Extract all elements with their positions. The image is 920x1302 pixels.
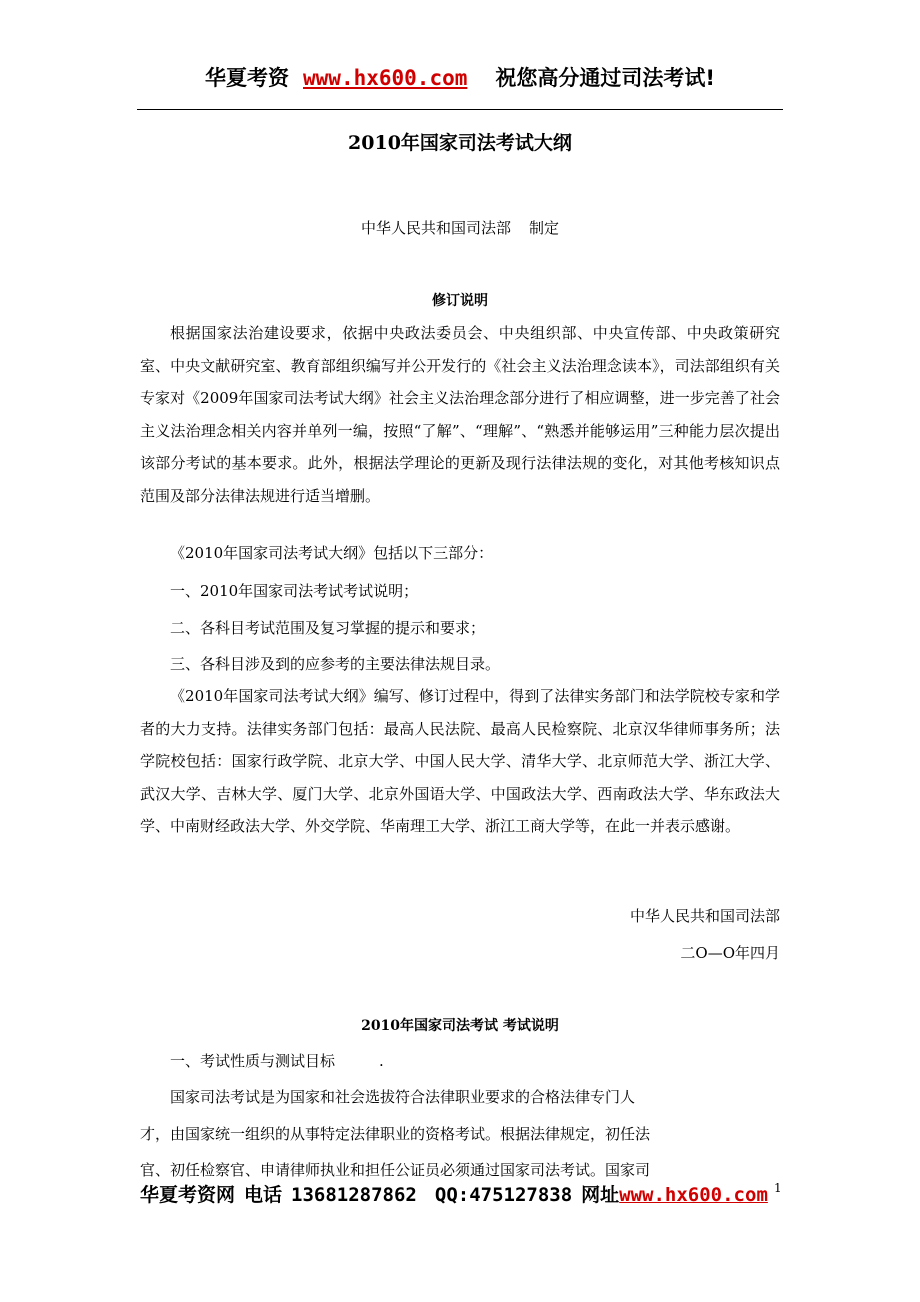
page-number: 1 <box>774 1181 782 1195</box>
page-header <box>0 62 920 92</box>
exam-notes-heading: 2010年国家司法考试 考试说明 <box>361 1018 559 1034</box>
page-footer <box>140 1180 784 1207</box>
issuer-name: 中华人民共和国司法部 <box>360 219 511 237</box>
issuer-action: 制定 <box>529 219 560 237</box>
footer-url-link[interactable]: www.hx600.com <box>619 1184 768 1206</box>
revision-heading: 修订说明 <box>432 293 488 309</box>
footer-qq: QQ:475127838 <box>434 1184 573 1206</box>
header-brand: 华夏考资 <box>205 66 290 90</box>
exam-section-1-mark: . <box>379 1052 384 1070</box>
revision-paragraph-2: 《2010年国家司法考试大纲》编写、修订过程中，得到了法律实务部门和法学院校专家和学者的大力支持。法律实务部门包括：最高人民法院、最高人民检察院、北京汉华律师事务所；法学院校包括：国家行政学院、北京大学、中国人民大学、清华大学、北京师范大学、浙江大学、武汉大学、吉林大学、厦门大学、北京外国语大学、中国政法大学、西南政法大学、华东政法大学、中南财经政法大学、外交学院、华南理工大学、浙江工商大学等，在此一并表示感谢。 <box>140 687 780 836</box>
exam-section-1 <box>140 1050 780 1071</box>
signature-date: 二O—O年四月 <box>680 944 780 962</box>
exam-notes-line-3: 官、初任检察官、申请律师执业和担任公证员必须通过国家司法考试。国家司 <box>140 1161 651 1179</box>
footer-site-label: 网址 <box>581 1184 620 1206</box>
header-url-link[interactable]: www.hx600.com <box>303 66 468 90</box>
revision-paragraph-1: 根据国家法治建设要求，依据中央政法委员会、中央组织部、中央宣传部、中央政策研究室、中央文献研究室、教育部组织编写并公开发行的《社会主义法治理念读本》，司法部组织有关专家对《2009年国家司法考试大纲》社会主义法治理念部分进行了相应调整，进一步完善了社会主义法治理念相关内容并单列一编，按照“了解”、“理解”、“熟悉并能够运用”三种能力层次提出该部分考试的基本要求。此外，根据法学理论的更新及现行法律法规的变化，对其他考核知识点范围及部分法律法规进行适当增删。 <box>140 324 780 505</box>
part-item-2: 二、各科目考试范围及复习掌握的提示和要求； <box>170 619 486 637</box>
exam-notes-line-1: 国家司法考试是为国家和社会选拔符合法律职业要求的合格法律专门人 <box>170 1088 636 1106</box>
part-item-1: 一、2010年国家司法考试考试说明； <box>170 582 419 600</box>
exam-notes-line-2: 才，由国家统一组织的从事特定法律职业的资格考试。根据法律规定，初任法 <box>140 1125 651 1143</box>
signature-issuer: 中华人民共和国司法部 <box>629 907 780 925</box>
header-slogan: 祝您高分通过司法考试! <box>495 66 715 90</box>
footer-site-name: 华夏考资网 <box>140 1184 236 1206</box>
exam-section-1-label: 一、考试性质与测试目标 <box>170 1052 336 1070</box>
part-item-3: 三、各科目涉及到的应参考的主要法律法规目录。 <box>170 655 501 673</box>
header-divider <box>137 109 783 110</box>
footer-phone: 13681287862 <box>291 1184 417 1206</box>
document-issuer <box>0 217 920 238</box>
footer-phone-label: 电话 <box>244 1184 283 1206</box>
parts-intro: 《2010年国家司法考试大纲》包括以下三部分： <box>170 544 494 562</box>
document-title: 2010年国家司法考试大纲 <box>348 132 572 154</box>
